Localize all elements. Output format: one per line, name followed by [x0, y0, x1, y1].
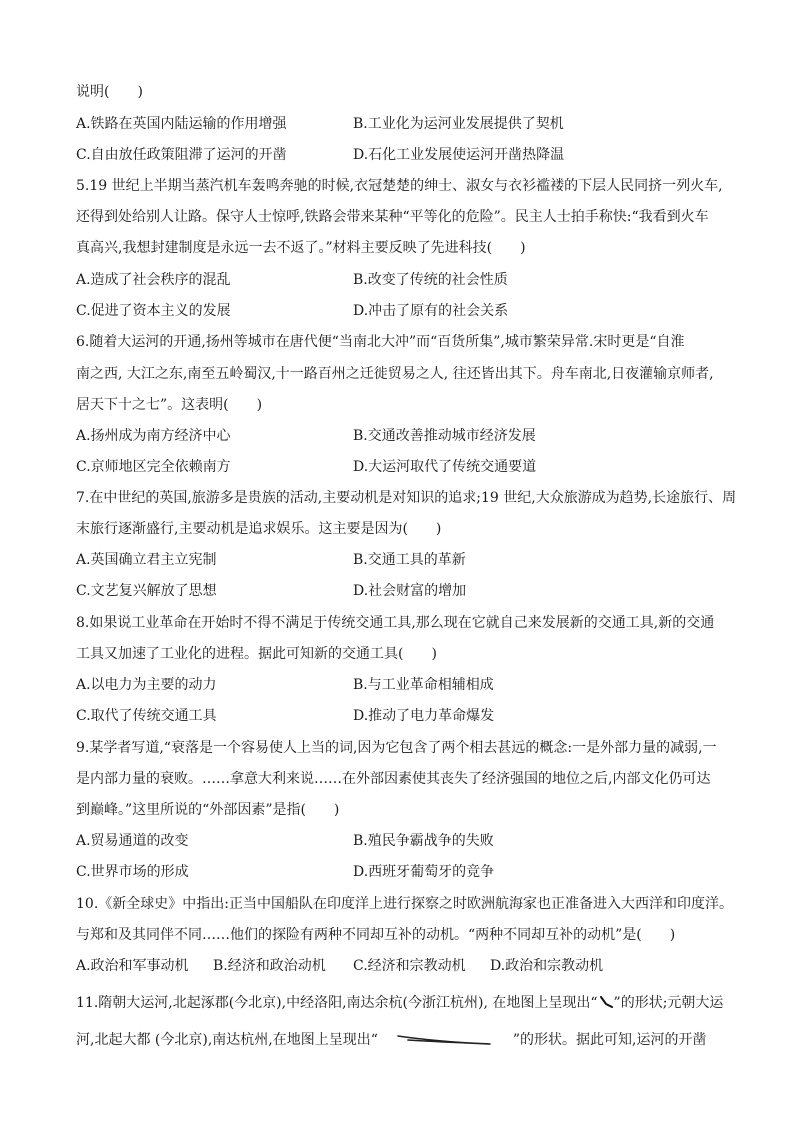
question-5-line-2: 还得到处给别人让路。保守人士惊呼,铁路会带来某种“平等化的危险”。民主人士拍手称快:“我看到火车: [76, 209, 709, 225]
yuan-canal-shape-icon: [378, 1030, 513, 1050]
option-d[interactable]: D.石化工业发展使运河开凿热降温: [353, 147, 565, 163]
question-6-line-3: 居天下十之七”。这表明( ): [76, 397, 263, 413]
option-b[interactable]: B.工业化为运河业发展提供了契机: [353, 116, 564, 132]
question-8-line-1: 8.如果说工业革命在开始时不得不满足于传统交通工具,那么现在它就自己来发展新的交通工具,新的交通: [76, 615, 715, 631]
question-6-line-2: 南之西, 大江之东,南至五岭蜀汉,十一路百州之迁徙贸易之人, 往还皆出其下。舟车南北,日夜灌输京师者,: [76, 366, 714, 382]
option-d[interactable]: D.冲击了原有的社会关系: [353, 303, 509, 319]
option-a[interactable]: A.以电力为主要的动力: [76, 677, 217, 693]
question-11-text-d: ”的形状。据此可知,运河的开凿: [512, 1032, 707, 1048]
question-6-line-1: 6.随着大运河的开通,扬州等城市在唐代便“当南北大冲”而“百货所集”,城市繁荣异常.宋时更是“自淮: [76, 334, 685, 350]
question-9-line-2: 是内部力量的衰败。……拿意大利来说……在外部因素使其丧失了经济强国的地位之后,内部文化仍可达: [76, 771, 711, 787]
question-7-line-2: 末旅行逐渐盛行,主要动机是追求娱乐。这主要是因为( ): [76, 521, 442, 537]
option-c[interactable]: C.取代了传统交通工具: [76, 708, 217, 724]
option-b[interactable]: B.改变了传统的社会性质: [353, 272, 508, 288]
option-b[interactable]: B.交通改善推动城市经济发展: [353, 428, 536, 444]
sui-canal-shape-icon: [598, 993, 614, 1013]
option-b[interactable]: B.交通工具的革新: [353, 552, 466, 568]
question-11-text-c: 河,北起大都 (今北京),南达杭州,在地图上呈现出“: [76, 1032, 378, 1048]
question-7-line-1: 7.在中世纪的英国,旅游多是贵族的活动,主要动机是对知识的追求;19 世纪,大众旅游成为趋势,长途旅行、周: [76, 490, 737, 506]
question-5-line-1: 5.19 世纪上半期当蒸汽机车轰鸣奔驰的时候,衣冠楚楚的绅士、淑女与衣衫褴褛的下层人民同挤一列火车,: [76, 178, 723, 194]
option-b[interactable]: B.与工业革命相辅相成: [353, 677, 494, 693]
option-d[interactable]: D.大运河取代了传统交通要道: [353, 459, 537, 475]
option-d[interactable]: D.社会财富的增加: [353, 583, 467, 599]
option-c[interactable]: C.经济和宗教动机: [353, 958, 466, 974]
option-a[interactable]: A.政治和军事动机: [76, 958, 189, 974]
option-c[interactable]: C.促进了资本主义的发展: [76, 303, 231, 319]
option-a[interactable]: A.造成了社会秩序的混乱: [76, 272, 231, 288]
option-c[interactable]: C.自由放任政策阻滞了运河的开凿: [76, 147, 287, 163]
question-11-line-2: [76, 1030, 726, 1050]
question-11-line-1: [76, 993, 726, 1013]
option-a[interactable]: A.扬州成为南方经济中心: [76, 428, 231, 444]
option-b[interactable]: B.殖民争霸战争的失败: [353, 833, 494, 849]
question-5-line-3: 真高兴,我想封建制度是永远一去不返了。”材料主要反映了先进科技( ): [76, 240, 526, 256]
option-c[interactable]: C.文艺复兴解放了思想: [76, 583, 217, 599]
option-a[interactable]: A.铁路在英国内陆运输的作用增强: [76, 116, 287, 132]
question-9-line-1: 9.某学者写道,“衰落是一个容易使人上当的词,因为它包含了两个相去甚远的概念:一是外部力量的减弱,一: [76, 740, 717, 756]
option-b[interactable]: B.经济和政治动机: [213, 958, 326, 974]
question-8-line-2: 工具又加速了工业化的进程。据此可知新的交通工具( ): [76, 646, 437, 662]
option-d[interactable]: D.政治和宗教动机: [490, 958, 604, 974]
question-9-line-3: 到巅峰。”这里所说的“外部因素”是指( ): [76, 802, 340, 818]
question-10-line-2: 与郑和及其同伴不同……他们的探险有两种不同却互补的动机。“两种不同却互补的动机”是( ): [76, 927, 676, 943]
option-c[interactable]: C.京师地区完全依赖南方: [76, 459, 231, 475]
question-11-text-a: 11.隋朝大运河,北起涿郡(今北京),中经洛阳,南达余杭(今浙江杭州), 在地图上呈现出“: [76, 995, 598, 1011]
option-a[interactable]: A.英国确立君主立宪制: [76, 552, 217, 568]
option-d[interactable]: D.推动了电力革命爆发: [353, 708, 495, 724]
option-a[interactable]: A.贸易通道的改变: [76, 833, 189, 849]
option-d[interactable]: D.西班牙葡萄牙的竞争: [353, 864, 495, 880]
question-11-text-b: ”的形状;元朝大运: [613, 995, 724, 1011]
option-c[interactable]: C.世界市场的形成: [76, 864, 189, 880]
question-10-line-1: 10.《新全球史》中指出:正当中国船队在印度洋上进行探察之时欧洲航海家也正准备进入大西洋和印度洋。: [76, 896, 733, 912]
question-tail: 说明( ): [76, 84, 143, 100]
